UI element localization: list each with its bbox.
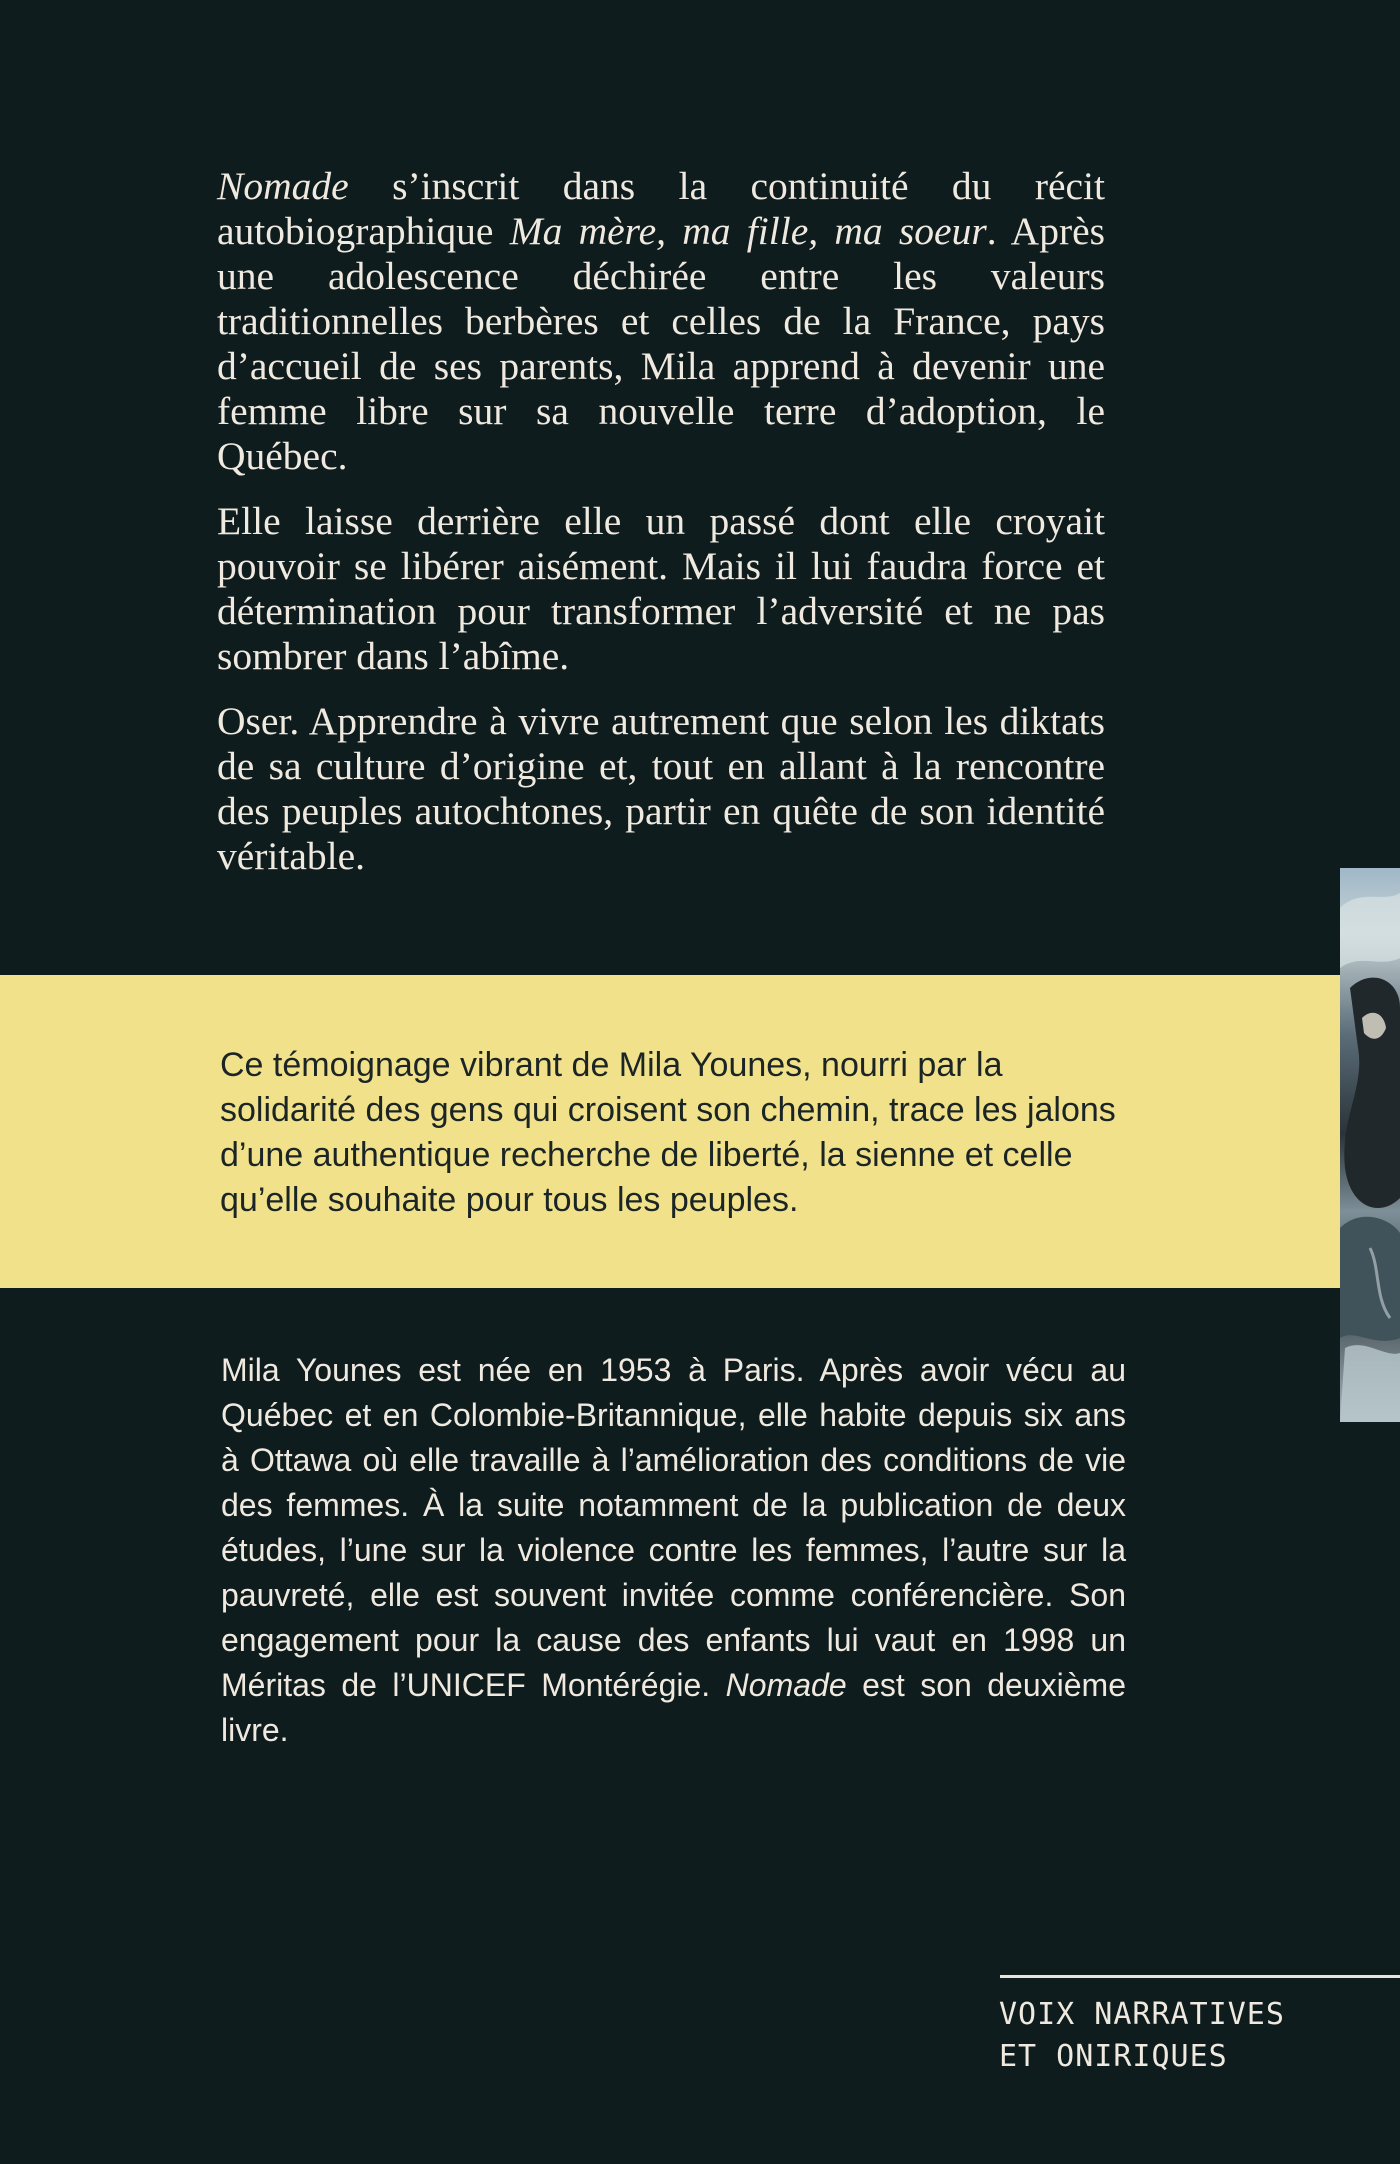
collection-line-1: VOIX NARRATIVES xyxy=(999,1997,1285,2032)
collection-line-2: ET ONIRIQUES xyxy=(999,2039,1228,2074)
book-title: Nomade xyxy=(217,164,349,208)
collection-name xyxy=(999,1994,1285,2078)
synopsis-text: s’inscrit dans la continuité du récit autobiographique xyxy=(217,164,1105,253)
previous-book-title: Ma mère, ma fille, ma soeur xyxy=(509,209,987,253)
synopsis-paragraph-3: Oser. Apprendre à vivre autrement que selon les diktats de sa culture d’origine et, tout en allant à la rencontre des peuples autochtones, partir en quête de son identité véritable. xyxy=(217,699,1105,878)
painting-detail xyxy=(1340,868,1400,1422)
synopsis-paragraph-1 xyxy=(217,164,1105,479)
book-title-bio: Nomade xyxy=(725,1667,847,1703)
highlight-text: Ce témoignage vibrant de Mila Younes, nourri par la solidarité des gens qui croisent son chemin, trace les jalons d’une authentique recherche de liberté, la sienne et celle qu’elle souhaite pour tous les peuples. xyxy=(220,1046,1116,1219)
synopsis-text: . Après une adolescence déchirée entre les valeurs traditionnelles berbères et celles de la France, pays d’accueil de ses parents, Mila apprend à devenir une femme libre sur sa nouvelle terre d’adoption, le Québec. xyxy=(217,209,1105,478)
cover-artwork-strip xyxy=(1340,868,1400,1422)
author-bio xyxy=(221,1348,1126,1753)
collection-divider xyxy=(1000,1975,1400,1978)
bio-text: est son deuxième livre. xyxy=(221,1667,1127,1748)
synopsis-paragraph-2: Elle laisse derrière elle un passé dont elle croyait pouvoir se libérer aisément. Mais il lui faudra force et détermination pour transformer l’adversité et ne pas sombrer dans l’abîme. xyxy=(217,499,1105,678)
bio-text: Mila Younes est née en 1953 à Paris. Après avoir vécu au Québec et en Colombie-Britannique, elle habite depuis six ans à Ottawa où elle travaille à l’amélioration des conditions de vie des femmes. À la suite notamment de la publication de deux études, l’une sur la violence contre les femmes, l’autre sur la pauvreté, elle est souvent invitée comme conférencière. Son engagement pour la cause des enfants lui vaut en 1998 un Méritas de l’UNICEF Montérégie. xyxy=(221,1352,1126,1703)
synopsis xyxy=(217,164,1105,899)
